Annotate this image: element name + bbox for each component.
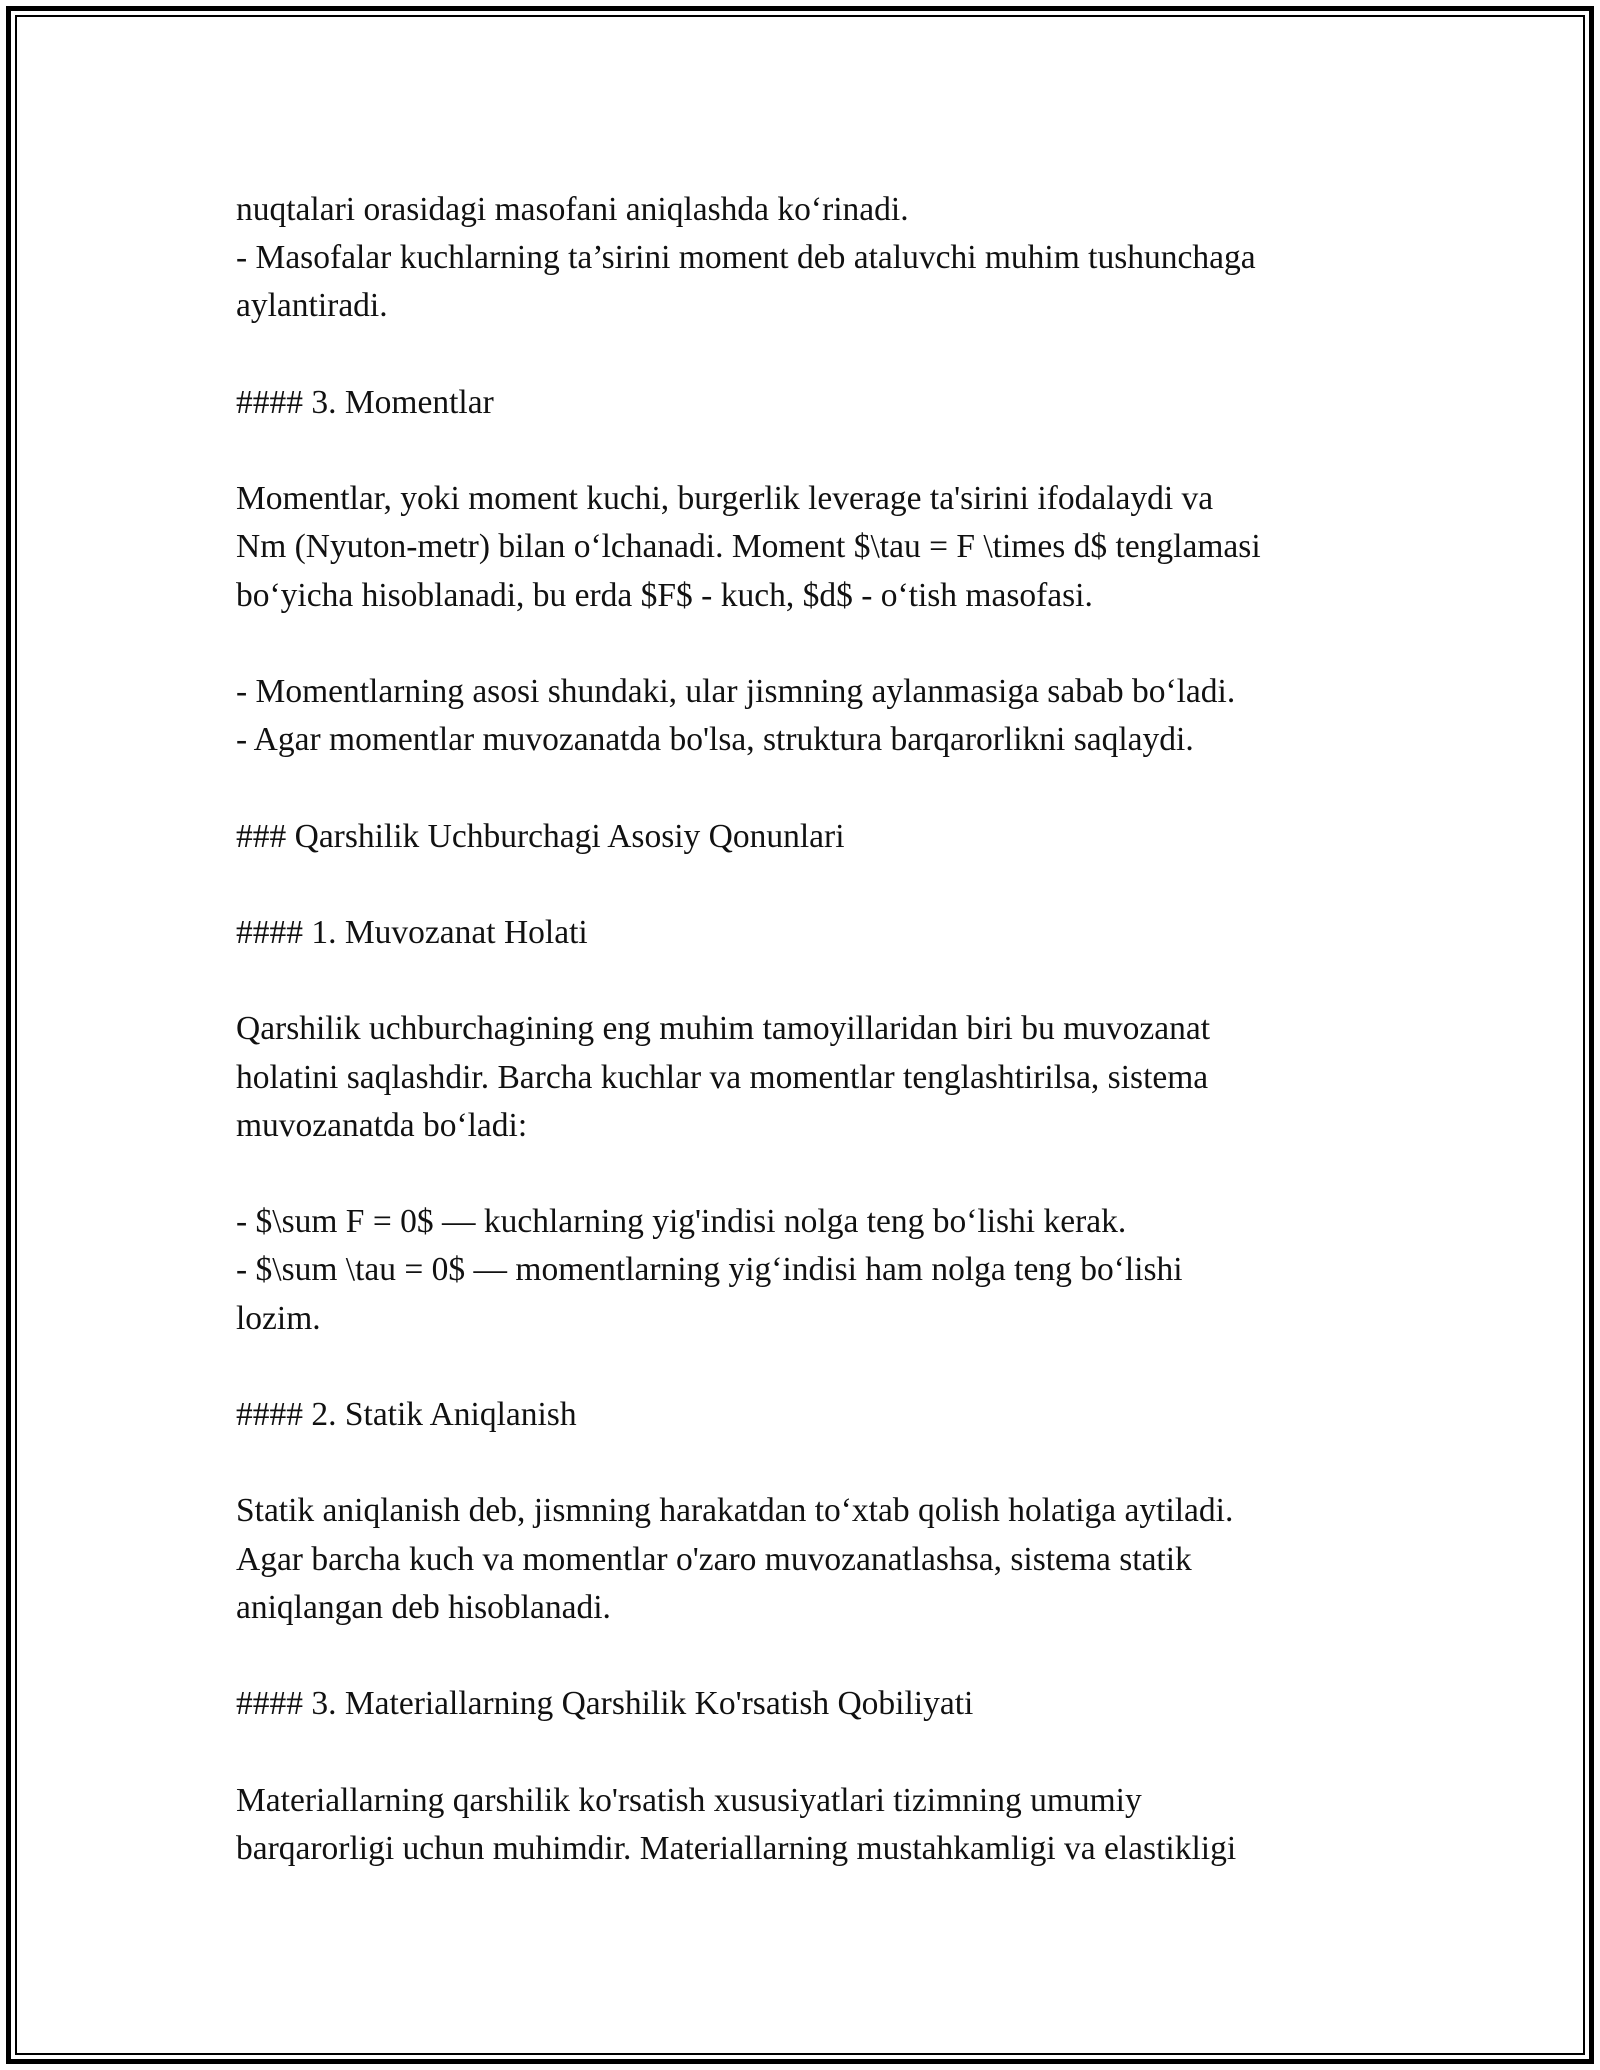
text-line: bo‘yicha hisoblanadi, bu erda $F$ - kuch, $d$ - o‘tish masofasi.: [236, 576, 1093, 614]
blank-line: [236, 620, 1366, 668]
blank-line: [236, 957, 1366, 1005]
blank-line: [236, 1632, 1366, 1680]
text-line: nuqtalari orasidagi masofani aniqlashda ko‘rinadi.: [236, 191, 909, 228]
blank-line: [236, 861, 1366, 909]
subsection-heading: #### 2. Statik Aniqlanish: [236, 1395, 577, 1433]
text-line: aniqlangan deb hisoblanadi.: [236, 1588, 611, 1626]
text-line: Nm (Nyuton-metr) bilan o‘lchanadi. Moment $\tau = F \times d$ tenglamasi: [236, 528, 1261, 566]
blank-line: [236, 331, 1366, 379]
subsection-heading: #### 3. Momentlar: [236, 383, 494, 421]
text-line: holatini saqlashdir. Barcha kuchlar va momentlar tenglashtirilsa, sistema: [236, 1058, 1209, 1096]
list-item: - Momentlarning asosi shundaki, ular jismning aylanmasiga sabab bo‘ladi.: [236, 672, 1236, 710]
text-line: Momentlar, yoki moment kuchi, burgerlik leverage ta'sirini ifodalaydi va: [236, 480, 1214, 518]
text-line: aylantiradi.: [236, 287, 388, 325]
blank-line: [236, 427, 1366, 475]
blank-line: [236, 1439, 1366, 1487]
text-line: Qarshilik uchburchagining eng muhim tamoyillaridan biri bu muvozanat: [236, 1010, 1211, 1048]
text-line: muvozanatda bo‘ladi:: [236, 1106, 528, 1144]
document-body: [236, 186, 1366, 1873]
text-line: Statik aniqlanish deb, jismning harakatdan to‘xtab qolish holatiga aytiladi.: [236, 1492, 1234, 1530]
list-item: - $\sum F = 0$ — kuchlarning yig'indisi nolga teng bo‘lishi kerak.: [236, 1203, 1127, 1241]
blank-line: [236, 1150, 1366, 1198]
list-item: - Agar momentlar muvozanatda bo'lsa, struktura barqarorlikni saqlaydi.: [236, 721, 1194, 759]
list-item: - Masofalar kuchlarning ta’sirini moment deb ataluvchi muhim tushunchaga: [236, 239, 1256, 277]
list-item: - $\sum \tau = 0$ — momentlarning yig‘indisi ham nolga teng bo‘lishi: [236, 1251, 1183, 1289]
text-line: Agar barcha kuch va momentlar o'zaro muvozanatlashsa, sistema statik: [236, 1540, 1192, 1578]
section-heading: ### Qarshilik Uchburchagi Asosiy Qonunlari: [236, 817, 845, 855]
text-line: barqarorligi uchun muhimdir. Materiallarning mustahkamligi va elastikligi: [236, 1829, 1237, 1867]
blank-line: [236, 764, 1366, 812]
blank-line: [236, 1343, 1366, 1391]
blank-line: [236, 1728, 1366, 1776]
subsection-heading: #### 1. Muvozanat Holati: [236, 913, 588, 951]
text-line: Materiallarning qarshilik ko'rsatish xususiyatlari tizimning umumiy: [236, 1781, 1142, 1819]
subsection-heading: #### 3. Materiallarning Qarshilik Ko'rsatish Qobiliyati: [236, 1685, 974, 1723]
text-line: lozim.: [236, 1299, 321, 1337]
